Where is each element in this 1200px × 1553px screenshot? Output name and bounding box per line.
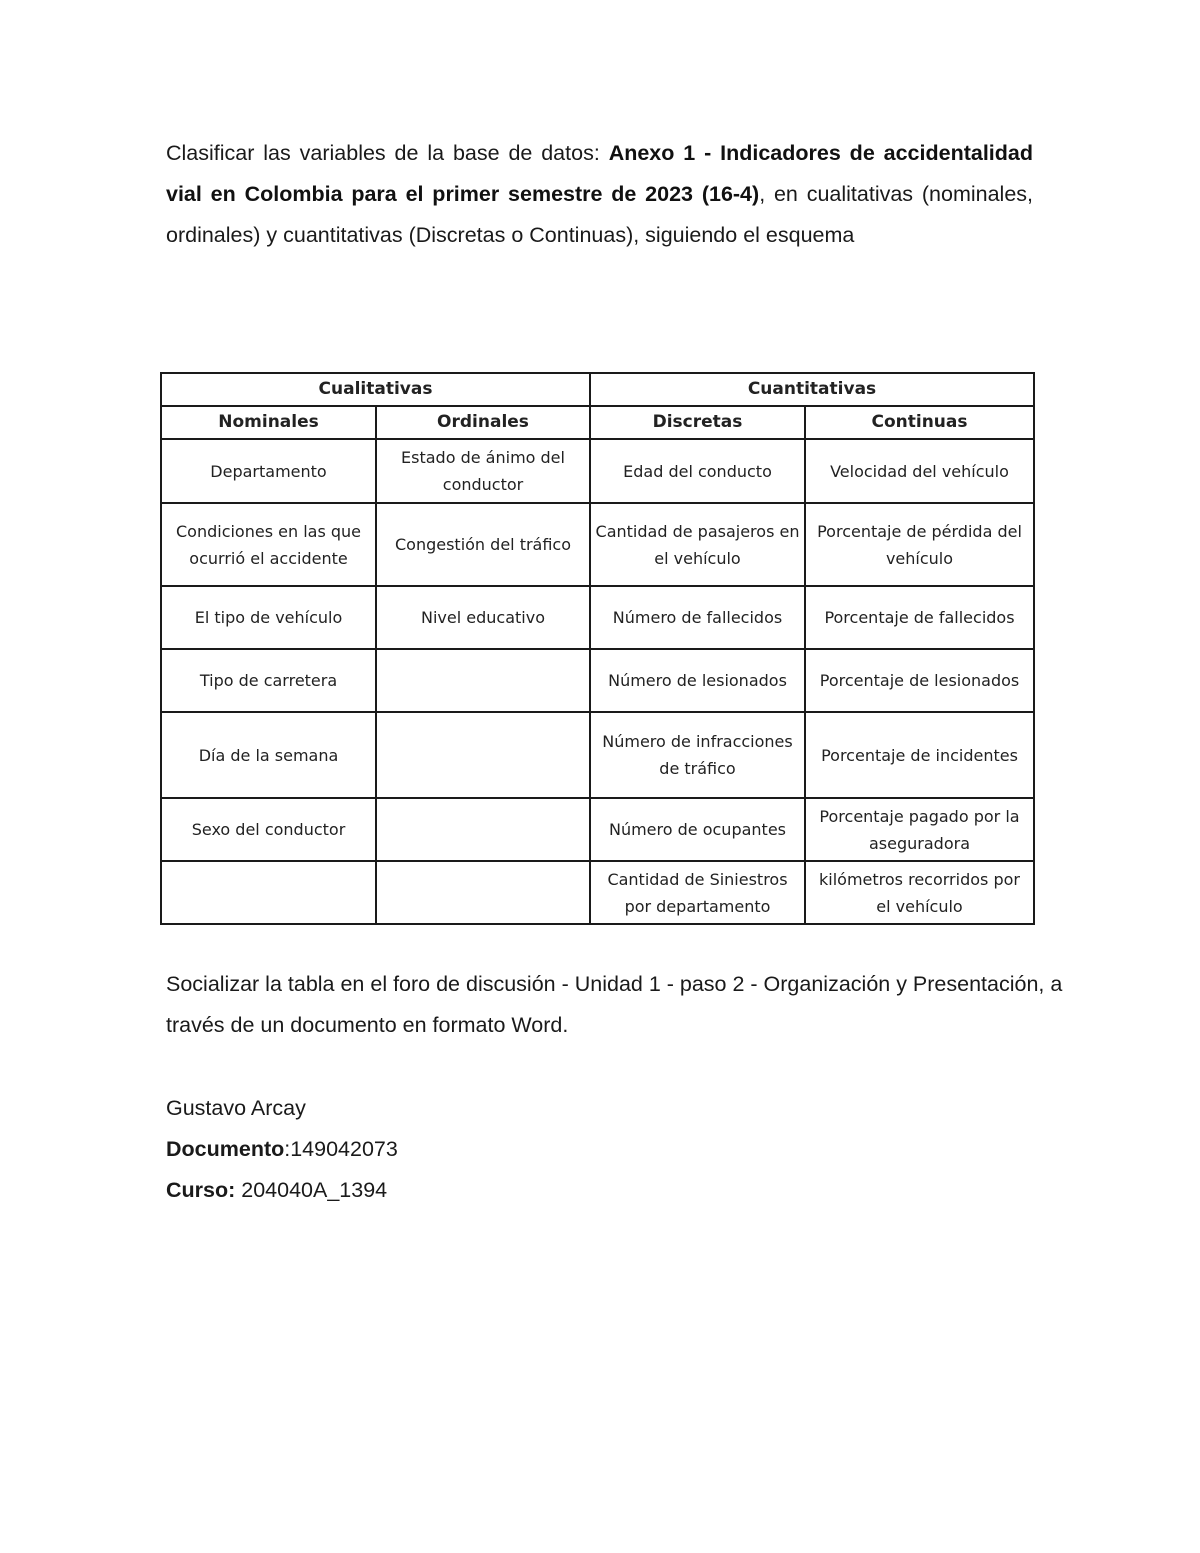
documento-line xyxy=(166,1129,398,1170)
table-row xyxy=(161,712,1034,798)
table-cell: Porcentaje de fallecidos xyxy=(805,586,1034,649)
table-cell: Porcentaje pagado por la aseguradora xyxy=(805,798,1034,861)
table-cell: Nivel educativo xyxy=(376,586,590,649)
curso-label: Curso: xyxy=(166,1178,236,1202)
table-cell: Cantidad de Siniestros por departamento xyxy=(590,861,805,924)
header-discretas: Discretas xyxy=(590,406,805,439)
table-cell: Velocidad del vehículo xyxy=(805,439,1034,503)
curso-value: 204040A_1394 xyxy=(235,1178,388,1202)
table-cell: kilómetros recorridos por el vehículo xyxy=(805,861,1034,924)
header-nominales: Nominales xyxy=(161,406,376,439)
table-cell: Cantidad de pasajeros en el vehículo xyxy=(590,503,805,586)
table-cell: Sexo del conductor xyxy=(161,798,376,861)
table-cell xyxy=(376,649,590,712)
table-cell: Número de lesionados xyxy=(590,649,805,712)
table-row xyxy=(161,586,1034,649)
signature-block xyxy=(166,1088,398,1211)
table-cell: Porcentaje de pérdida del vehículo xyxy=(805,503,1034,586)
table-row xyxy=(161,649,1034,712)
table-cell xyxy=(376,798,590,861)
table-cell xyxy=(376,861,590,924)
table-subheader-row xyxy=(161,406,1034,439)
table-cell: Edad del conducto xyxy=(590,439,805,503)
table-row xyxy=(161,798,1034,861)
variables-table xyxy=(160,372,1035,925)
intro-text-before: Clasificar las variables de la base de datos: xyxy=(166,141,609,165)
table-cell: Tipo de carretera xyxy=(161,649,376,712)
intro-bold-title: Anexo 1 - Indicadores de accidentalidad vial en Colombia para el primer semestre de 2023 (16-4) xyxy=(166,141,1034,206)
table-group-header-row xyxy=(161,373,1034,406)
table-row xyxy=(161,439,1034,503)
table-row xyxy=(161,861,1034,924)
table-cell: Porcentaje de incidentes xyxy=(805,712,1034,798)
header-ordinales: Ordinales xyxy=(376,406,590,439)
header-continuas: Continuas xyxy=(805,406,1034,439)
table-row xyxy=(161,503,1034,586)
intro-paragraph xyxy=(166,133,1033,256)
author-name: Gustavo Arcay xyxy=(166,1096,306,1120)
table-cell: Número de ocupantes xyxy=(590,798,805,861)
table-cell: El tipo de vehículo xyxy=(161,586,376,649)
intro-text-after: , en cualitativas (nominales, ordinales) y cuantitativas (Discretas o Continuas), siguiendo el esquema xyxy=(166,182,1034,247)
table-cell: Congestión del tráfico xyxy=(376,503,590,586)
table-cell xyxy=(376,712,590,798)
header-cualitativas: Cualitativas xyxy=(161,373,590,406)
curso-line xyxy=(166,1170,398,1211)
table-cell: Porcentaje de lesionados xyxy=(805,649,1034,712)
table-cell: Número de infracciones de tráfico xyxy=(590,712,805,798)
documento-value: :149042073 xyxy=(284,1137,398,1161)
table-cell: Departamento xyxy=(161,439,376,503)
documento-label: Documento xyxy=(166,1137,285,1161)
table-cell: Día de la semana xyxy=(161,712,376,798)
table-cell: Número de fallecidos xyxy=(590,586,805,649)
table-cell: Condiciones en las que ocurrió el accidente xyxy=(161,503,376,586)
header-cuantitativas: Cuantitativas xyxy=(590,373,1034,406)
table-cell: Estado de ánimo del conductor xyxy=(376,439,590,503)
table-cell xyxy=(161,861,376,924)
outro-paragraph: Socializar la tabla en el foro de discusión - Unidad 1 - paso 2 - Organización y Presentación, a través de un documento en formato Word. xyxy=(166,972,1063,1037)
